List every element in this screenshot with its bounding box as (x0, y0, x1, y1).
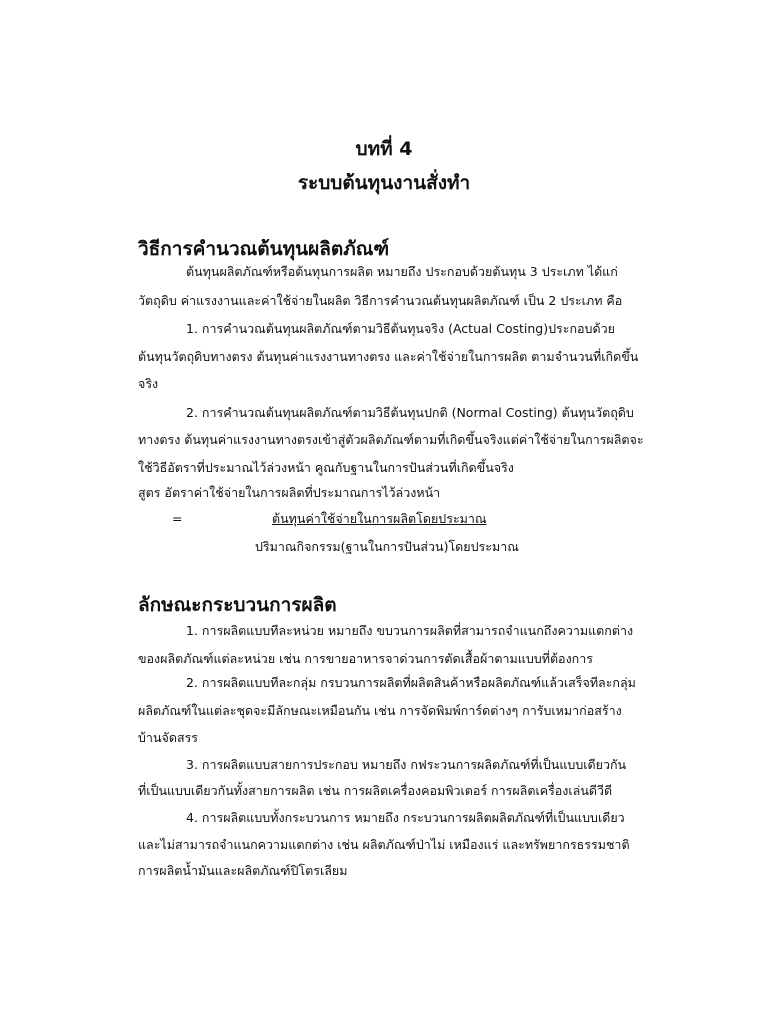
paragraph-line: ทางตรง ต้นทุนค่าแรงงานทางตรงเข้าสู่ตัวผลิตภัณฑ์ตามที่เกิดขึ้นจริงแต่ค่าใช้จ่ายในการผลิตจะ (138, 432, 644, 447)
paragraph-line: ที่เป็นแบบเดียวกันทั้งสายการผลิต เช่น การผลิตเครื่องคอมพิวเตอร์ การผลิตเครื่องเล่นดีวีดี (138, 783, 613, 798)
paragraph-line: การผลิตน้ำมันและผลิตภัณฑ์ปิโตรเลียม (138, 863, 348, 878)
list-item-line: 2. การคำนวณต้นทุนผลิตภัณฑ์ตามวิธีต้นทุนปกติ (Normal Costing) ต้นทุนวัตถุดิบ (186, 405, 634, 420)
section-heading-cost-calculation: วิธีการคำนวณต้นทุนผลิตภัณฑ์ (138, 238, 390, 260)
chapter-number: บทที่ 4 (355, 138, 413, 160)
paragraph-line: ของผลิตภัณฑ์แต่ละหน่วย เช่น การขายอาหารจาด่วนการตัดเสื้อผ้าตามแบบที่ต้องการ (138, 651, 593, 666)
formula-equals: = (172, 511, 183, 526)
list-item-line: 3. การผลิตแบบสายการประกอบ หมายถึง กฟระวนการผลิตภัณฑ์ที่เป็นแบบเดียวกัน (186, 757, 627, 772)
paragraph-line: บ้านจัดสรร (138, 730, 198, 745)
list-item-line: 1. การคำนวณต้นทุนผลิตภัณฑ์ตามวิธีต้นทุนจริง (Actual Costing)ประกอบด้วย (186, 321, 615, 336)
formula-denominator: ปริมาณกิจกรรม(ฐานในการปันส่วน)โดยประมาณ (255, 539, 519, 554)
paragraph-line: ผลิตภัณฑ์ในแต่ละชุดจะมีลักษณะเหมือนกัน เช่น การจัดพิมพ์การ์ดต่างๆ การับเหมาก่อสร้าง (138, 703, 622, 718)
paragraph-line: ใช้วิธีอัตราที่ประมาณไว้ล่วงหน้า คูณกับฐานในการปันส่วนที่เกิดขึ้นจริง (138, 460, 514, 475)
paragraph-line: ต้นทุนผลิตภัณฑ์หรือต้นทุนการผลิต หมายถึง ประกอบด้วยต้นทุน 3 ประเภท ได้แก่ (186, 264, 618, 279)
paragraph-line: ต้นทุนวัตถุดิบทางตรง ต้นทุนค่าแรงงานทางตรง และค่าใช้จ่ายในการผลิต ตามจำนวนที่เกิดขึ้น (138, 349, 639, 364)
paragraph-line: วัตถุดิบ ค่าแรงงานและค่าใช้จ่ายในผลิต วิธีการคำนวณต้นทุนผลิตภัณฑ์ เป็น 2 ประเภท คือ (138, 293, 623, 308)
chapter-title: ระบบต้นทุนงานสั่งทำ (297, 172, 471, 194)
paragraph-line: และไม่สามารถจำแนกความแตกต่าง เช่น ผลิตภัณฑ์ป่าไม่ เหมืองแร่ และทรัพยากรธรรมชาติ (138, 837, 630, 852)
section-heading-production-process: ลักษณะกระบวนการผลิต (138, 594, 337, 616)
formula-numerator: ต้นทุนค่าใช้จ่ายในการผลิตโดยประมาณ (272, 511, 487, 526)
list-item-line: 1. การผลิตแบบทีละหน่วย หมายถึง ขบวนการผลิตที่สามารถจำแนกถึงความแตกต่าง (186, 623, 634, 638)
paragraph-line: จริง (138, 376, 159, 391)
list-item-line: 2. การผลิตแบบทีละกลุ่ม กรบวนการผลิตที่ผลิตสินค้าหรือผลิตภัณฑ์แล้วเสร็จทีละกลุ่ม (186, 675, 636, 690)
list-item-line: 4. การผลิตแบบทั้งกระบวนการ หมายถึง กระบวนการผลิตผลิตภัณฑ์ที่เป็นแบบเดียว (186, 810, 625, 825)
formula-label: สูตร อัตราค่าใช้จ่ายในการผลิตที่ประมาณการไว้ล่วงหน้า (138, 485, 441, 500)
